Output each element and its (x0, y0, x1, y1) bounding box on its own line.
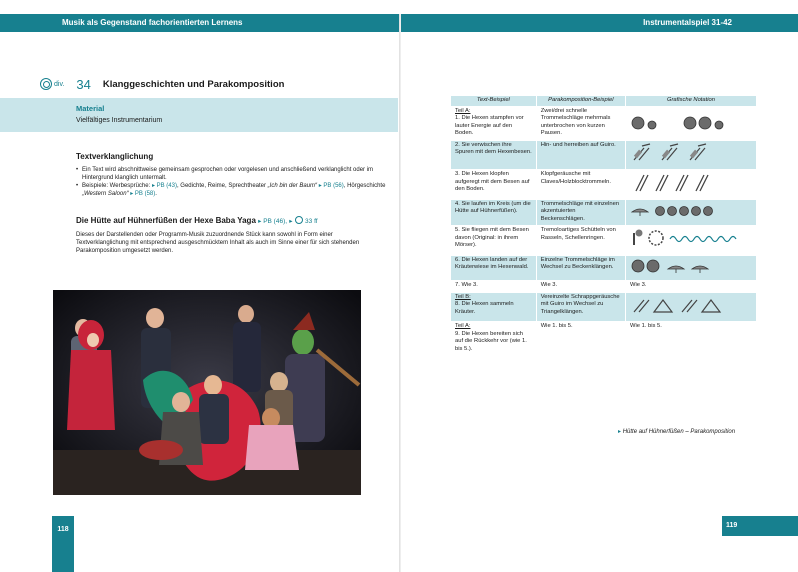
drum-notation (630, 115, 752, 131)
stage-photo (53, 290, 361, 495)
drum-cymbal-icon (630, 202, 752, 218)
column-header: Parakomposition-Beispiel (536, 96, 625, 106)
table-cell (625, 226, 756, 256)
table-row (451, 199, 757, 226)
table-cell (625, 170, 756, 200)
table-cell (451, 292, 536, 322)
caption-arrow: ▸ (618, 429, 622, 435)
table-cell (625, 106, 756, 140)
reference-link[interactable]: ▸ PB (58) (130, 191, 156, 197)
notation-table (451, 96, 757, 355)
caption-text: Hütte auf Hühnerfüßen – Parakomposition (622, 429, 736, 435)
bullet-list (76, 166, 386, 198)
table-cell: Wie 3. (536, 281, 625, 293)
bullet-text: , Hörgeschichte (343, 183, 386, 189)
table-cell: 5. Sie fliegen mit dem Besen davon (Original: in ihrem Mörser). (451, 226, 536, 256)
reference-arrow: ▸ (289, 218, 293, 225)
running-header-left: Musik als Gegenstand fachorientierten Lernens (62, 18, 243, 27)
table-cell: 7. Wie 3. (451, 281, 536, 293)
bullet-item (76, 166, 386, 182)
material-value: Vielfältiges Instrumentarium (76, 117, 163, 124)
table-cell (451, 322, 536, 356)
guiro-triangle-icon (630, 294, 752, 316)
table-cell: Hin- und herreiben auf Guiro. (536, 140, 625, 170)
table-cell (625, 140, 756, 170)
material-label: Material (76, 104, 105, 113)
chapter-heading (40, 74, 284, 94)
section-heading-huette (76, 216, 396, 225)
page-fold (399, 14, 401, 572)
cell-text: 8. Die Hexen sammeln Kräuter. (455, 301, 514, 315)
table-cell: Einzelne Trommelschläge im Wechsel zu Beckenklängen. (536, 255, 625, 281)
guiro-icon (630, 142, 752, 164)
section-heading-text: Die Hütte auf Hühnerfüßen der Hexe Baba Yaga (76, 216, 256, 225)
table-cell: Zwei/drei schnelle Trommelschläge mehrmals unterbrochen von kurzen Pausen. (536, 106, 625, 140)
table-cell: Tremoloartiges Schütteln von Rasseln, Schellenringen. (536, 226, 625, 256)
drum-cymbal-alternating-icon (630, 257, 752, 275)
cell-text: 9. Die Hexen bereiten sich auf die Rückkehr vor (wie 1. bis 5.). (455, 330, 527, 352)
page-number-right: 119 (722, 516, 798, 536)
section-marker: Teil A: (455, 323, 471, 329)
table-row (451, 255, 757, 281)
reference-link[interactable]: ▸ PB (43) (151, 183, 177, 189)
running-header-right: Instrumentalspiel 31-42 (643, 18, 732, 27)
quote-title: „Ich bin der Baum“ (267, 183, 318, 189)
table-row (451, 281, 757, 293)
table-cell (625, 255, 756, 281)
table-cell: Vereinzelte Schrappgeräusche mit Guiro im Wechsel zu Triangelklängen. (536, 292, 625, 322)
table-cell: Wie 1. bis 5. (625, 322, 756, 356)
section-heading-textverklanglichung: Textverklanglichung (76, 152, 154, 161)
table-row (451, 292, 757, 322)
reference-link[interactable]: ▸ PB (56) (318, 183, 344, 189)
table-cell: 4. Sie laufen im Kreis (um die Hütte auf Hühnerfüßen). (451, 199, 536, 226)
table-caption (618, 428, 735, 435)
bullet-text: . (155, 191, 157, 197)
section-marker: Teil B: (455, 293, 471, 300)
page-number-left: 118 (52, 516, 74, 572)
bullet-text: , Gedichte, Reime, Sprechtheater (176, 183, 268, 189)
body-paragraph: Dieses der Darstellenden oder Programm-Musik zuzuordnende Stück kann sowohl in Form einer Textverklanglichung mit entsprechend ausgeschmücktem Inhalt als auch im Sinne einer für sich stehenden Parakomposition umgesetzt werden. (76, 232, 360, 254)
cell-text: 1. Die Hexen stampfen vor lauter Energie auf den Boden. (455, 115, 524, 136)
claves-icon (630, 171, 752, 193)
column-header: Text-Beispiel (451, 96, 536, 106)
differentiation-icon (40, 78, 52, 90)
table-cell: 2. Sie verwischen ihre Spuren mit dem Hexenbesen. (451, 140, 536, 170)
table-row (451, 322, 757, 356)
chapter-title: Klanggeschichten und Parakomposition (102, 78, 285, 90)
section-marker: Teil A: (455, 107, 471, 114)
bullet-text: Beispiele: Werbesprüche: (82, 183, 152, 189)
table-row (451, 106, 757, 140)
table-row (451, 140, 757, 170)
table-cell: Wie 3. (625, 281, 756, 293)
table-header-row (451, 96, 757, 106)
table-cell: Trommelschläge mit einzelnen akzentuierten Beckenschlägen. (536, 199, 625, 226)
table-cell: Klopfgeräusche mit Claves/Holzblocktrommeln. (536, 170, 625, 200)
table-cell: 6. Die Hexen landen auf der Kräuterwiese im Hexenwald. (451, 255, 536, 281)
drum-strikes-icon (630, 115, 752, 131)
rattle-tambourine-icon (630, 227, 752, 249)
bullet-item (76, 182, 386, 198)
table-cell (451, 106, 536, 140)
quote-title: „Western Saloon“ (82, 191, 129, 197)
table-cell (625, 199, 756, 226)
table-cell (625, 292, 756, 322)
chapter-number: 34 (76, 76, 91, 92)
table-cell: Wie 1. bis 5. (536, 322, 625, 356)
reference-link[interactable]: ▸ PB (46), (258, 218, 288, 225)
cd-track-link[interactable]: 33 ff (305, 218, 318, 225)
table-row (451, 170, 757, 200)
table-row (451, 226, 757, 256)
differentiation-label: div. (54, 80, 65, 88)
column-header: Grafische Notation (625, 96, 756, 106)
material-box (0, 98, 398, 132)
bullet-text: Ein Text wird abschnittweise gemeinsam gesprochen oder vorgelesen und anschließend verklanglicht oder im Hintergrund klanglich untermalt. (82, 167, 374, 181)
cd-icon (295, 216, 303, 224)
table-cell: 3. Die Hexen klopfen aufgeregt mit dem Besen auf den Boden. (451, 170, 536, 200)
